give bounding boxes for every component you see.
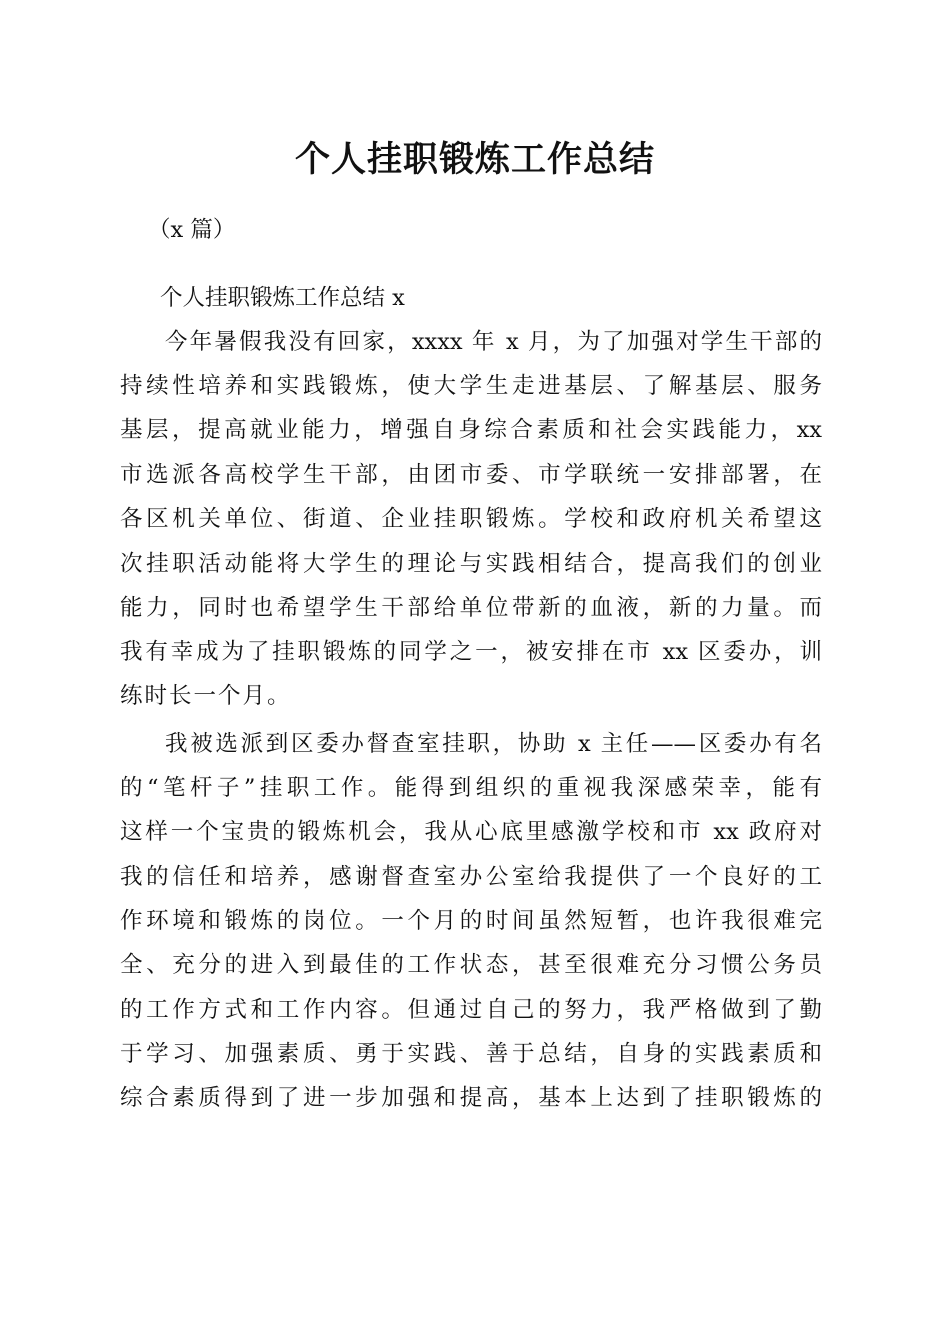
paragraph-1-line-1: 今年暑假我没有回家，xxxx 年 x 月，为了加强对学生干部的 bbox=[165, 329, 822, 355]
paragraph-2-line-9: 综合素质得到了进一步加强和提高，基本上达到了挂职锻炼的 bbox=[120, 1085, 822, 1111]
paragraph-1-line-7: 能力，同时也希望学生干部给单位带新的血液，新的力量。而 bbox=[120, 595, 822, 621]
paragraph-1-line-3: 基层，提高就业能力，增强自身综合素质和社会实践能力，xx bbox=[120, 417, 822, 443]
paragraph-1-line-6: 次挂职活动能将大学生的理论与实践相结合，提高我们的创业 bbox=[120, 551, 822, 577]
paragraph-2-line-6: 全、充分的进入到最佳的工作状态，甚至很难充分习惯公务员 bbox=[120, 952, 822, 978]
paragraph-1-line-2: 持续性培养和实践锻炼，使大学生走进基层、了解基层、服务 bbox=[120, 373, 822, 399]
paragraph-2-line-8: 于学习、加强素质、勇于实践、善于总结，自身的实践素质和 bbox=[120, 1041, 822, 1067]
paragraph-1-line-4: 市选派各高校学生干部，由团市委、市学联统一安排部署，在 bbox=[120, 462, 822, 488]
paragraph-2-line-2: 的“笔杆子”挂职工作。能得到组织的重视我深感荣幸，能有 bbox=[120, 775, 822, 801]
paragraph-2-line-3: 这样一个宝贵的锻炼机会，我从心底里感激学校和市 xx 政府对 bbox=[120, 819, 822, 845]
paragraph-1-line-5: 各区机关单位、街道、企业挂职锻炼。学校和政府机关希望这 bbox=[120, 506, 822, 532]
section-heading: 个人挂职锻炼工作总结 x bbox=[160, 285, 405, 311]
subtitle: （x 篇） bbox=[148, 217, 236, 243]
paragraph-1-line-8: 我有幸成为了挂职锻炼的同学之一，被安排在市 xx 区委办，训 bbox=[120, 639, 822, 665]
paragraph-2-line-4: 我的信任和培养，感谢督查室办公室给我提供了一个良好的工 bbox=[120, 864, 822, 890]
document-title: 个人挂职锻炼工作总结 bbox=[294, 139, 655, 180]
paragraph-1-line-9: 练时长一个月。 bbox=[120, 683, 292, 709]
paragraph-2-line-1: 我被选派到区委办督查室挂职，协助 x 主任——区委办有名 bbox=[165, 731, 822, 757]
paragraph-2-line-7: 的工作方式和工作内容。但通过自己的努力，我严格做到了勤 bbox=[120, 997, 822, 1023]
paragraph-2-line-5: 作环境和锻炼的岗位。一个月的时间虽然短暂，也许我很难完 bbox=[120, 908, 822, 934]
